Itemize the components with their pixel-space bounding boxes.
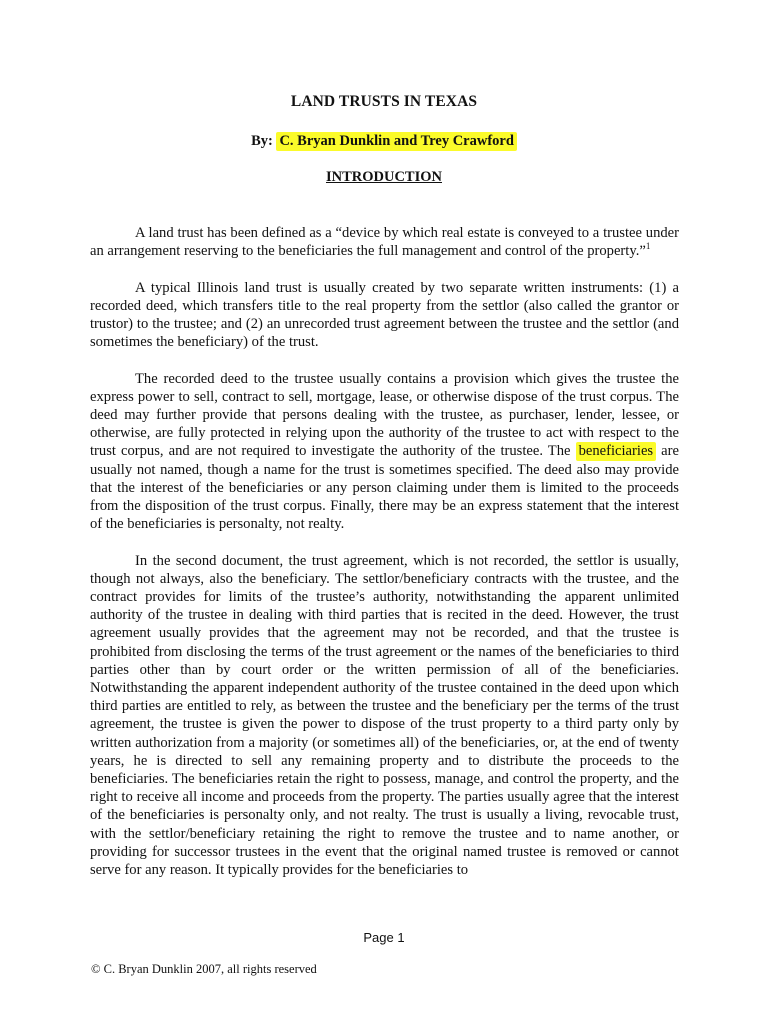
section-heading — [0, 169, 768, 186]
paragraph-1 — [90, 224, 679, 260]
document-title: LAND TRUSTS IN TEXAS — [290, 93, 478, 110]
paragraph-1-text: A land trust has been defined as a “device by which real estate is conveyed to a trustee under an arrangement reserving to the beneficiaries the full management and control of the property.” — [90, 225, 679, 260]
paragraph-3-text-b: are usually not named, though a name for the trust is sometimes specified. The deed also may provide that the interest of the beneficiaries or any person claiming under them is limited to the proceeds from the disposition of the trust corpus. Finally, there may be an express statement that the interest of the beneficiaries is personalty, not realty. — [90, 443, 679, 533]
byline — [0, 133, 768, 150]
footnote-ref[interactable]: 1 — [645, 241, 651, 252]
authors-highlight: C. Bryan Dunklin and Trey Crawford — [276, 132, 516, 151]
document-body — [90, 224, 679, 879]
byline-prefix: By: — [251, 133, 277, 149]
paragraph-3-text-a: The recorded deed to the trustee usually contains a provision which gives the trustee the express power to sell, contract to sell, mortgage, lease, or otherwise dispose of the trust corpus. The deed may further provide that persons dealing with the trustee, as purchaser, lender, lessee, or otherwise, are fully protected in relying upon the authority of the trustee to act with respect to the trust corpus, and are not required to investigate the authority of the trustee. The — [90, 370, 679, 460]
copyright-notice: © C. Bryan Dunklin 2007, all rights reserved — [91, 962, 317, 976]
paragraph-4: In the second document, the trust agreement, which is not recorded, the settlor is usually, though not always, also the beneficiary. The settlor/beneficiary contracts with the trustee, and the contract provides for limits of the trustee’s authority, notwithstanding the apparent unlimited authority of the trustee in dealing with third parties that is recited in the deed. However, the trust agreement usually provides that the agreement may not be recorded, and that the trustee is prohibited from disclosing the terms of the trust agreement or the names of the beneficiaries to third parties other than by court order or the written permission of all of the beneficiaries. Notwithstanding the apparent independent authority of the trustee contained in the deed upon which third parties are entitled to rely, as between the trustee and the beneficiary per the terms of the trust agreement, the trustee is given the power to dispose of the trust property to a third party only by written authorization from a majority (or sometimes all) of the beneficiaries, or, at the end of twenty years, he is directed to sell any remaining property and to distribute the proceeds to the beneficiaries. The beneficiaries retain the right to possess, manage, and control the property, and the right to receive all income and proceeds from the property. The parties usually agree that the interest of the beneficiaries is personalty only, and not realty. The trust is usually a living, revocable trust, with the settlor/beneficiary retaining the right to remove the trustee and to name another, or providing for successor trustees in the event that the original named trustee is removed or cannot serve for any reason. It typically provides for the beneficiaries to — [90, 552, 679, 879]
page-number: Page 1 — [363, 930, 405, 945]
section-heading-text: INTRODUCTION — [325, 169, 442, 185]
beneficiaries-highlight: beneficiaries — [576, 442, 657, 461]
paragraph-3 — [90, 370, 679, 534]
paragraph-2: A typical Illinois land trust is usually created by two separate written instruments: (1) a recorded deed, which transfers title to the real property from the settlor (also called the grantor or trustor) to the trustee; and (2) an unrecorded trust agreement between the trustee and the settlor (and sometimes the beneficiary) of the trust. — [90, 279, 679, 351]
